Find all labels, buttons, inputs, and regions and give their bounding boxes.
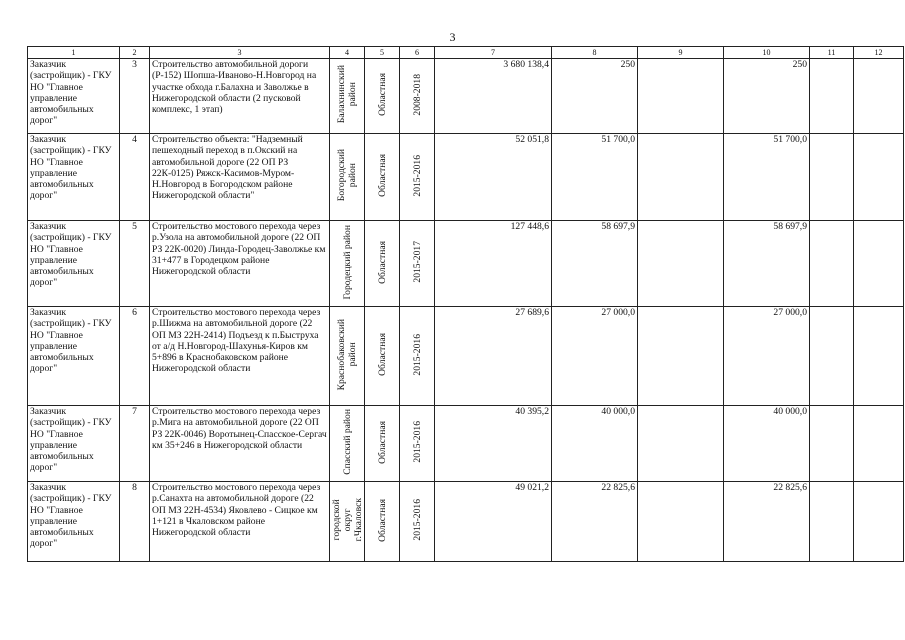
customer-cell: Заказчик (застройщик) - ГКУ НО "Главное управление автомобильных дорог" xyxy=(28,221,120,307)
value-col-12 xyxy=(854,59,904,134)
table-row xyxy=(28,482,904,562)
project-description: Строительство мостового перехода через р.Шижма на автомобильной дороге (22 ОП МЗ 22Н-2414) Подъезд к п.Быструха от а/д Н.Новгород-Шахунья-Киров км 5+896 в Краснобаковском районе Нижегородской области xyxy=(150,307,330,406)
level-text: Областная xyxy=(376,498,388,542)
value-col-9 xyxy=(638,307,724,406)
value-col-8: 58 697,9 xyxy=(552,221,638,307)
value-col-11 xyxy=(810,59,854,134)
row-number: 5 xyxy=(120,221,150,307)
period-cell xyxy=(400,406,435,482)
value-col-12 xyxy=(854,482,904,562)
value-col-9 xyxy=(638,406,724,482)
customer-cell: Заказчик (застройщик) - ГКУ НО "Главное управление автомобильных дорог" xyxy=(28,406,120,482)
value-col-12 xyxy=(854,221,904,307)
value-col-10: 40 000,0 xyxy=(724,406,810,482)
row-number: 6 xyxy=(120,307,150,406)
column-number: 11 xyxy=(810,47,854,59)
value-col-10: 27 000,0 xyxy=(724,307,810,406)
row-number: 3 xyxy=(120,59,150,134)
project-description: Строительство автомобильной дороги (Р-152) Шопша-Иваново-Н.Новгород на участке обхода г.Балахна и Заволжье в Нижегородской области (2 пусковой комплекс, 1 этап) xyxy=(150,59,330,134)
table-row xyxy=(28,221,904,307)
district-text: Спасский район xyxy=(341,409,353,475)
project-description: Строительство мостового перехода через р.Мига на автомобильной дороге (22 ОП РЗ 22К-0046) Воротынец-Спасское-Сергач км 35+246 в Нижегородской области xyxy=(150,406,330,482)
column-number: 9 xyxy=(638,47,724,59)
row-number: 7 xyxy=(120,406,150,482)
column-number: 3 xyxy=(150,47,330,59)
period-text: 2015-2016 xyxy=(411,154,423,197)
value-col-8: 22 825,6 xyxy=(552,482,638,562)
district-cell xyxy=(330,406,365,482)
customer-cell: Заказчик (застройщик) - ГКУ НО "Главное управление автомобильных дорог" xyxy=(28,307,120,406)
customer-cell: Заказчик (застройщик) - ГКУ НО "Главное управление автомобильных дорог" xyxy=(28,134,120,221)
project-description: Строительство мостового перехода через р.Узола на автомобильной дороге (22 ОП РЗ 22К-0020) Линда-Городец-Заволжье км 31+477 в Городецком районе Нижегородской области xyxy=(150,221,330,307)
value-col-8: 40 000,0 xyxy=(552,406,638,482)
period-cell xyxy=(400,59,435,134)
value-col-9 xyxy=(638,134,724,221)
customer-cell: Заказчик (застройщик) - ГКУ НО "Главное управление автомобильных дорог" xyxy=(28,59,120,134)
value-col-12 xyxy=(854,307,904,406)
period-text: 2015-2017 xyxy=(411,241,423,283)
level-cell xyxy=(365,134,400,221)
project-description: Строительство объекта: "Надземный пешеходный переход в п.Окский на автомобильной дороге (22 ОП РЗ 22К-0125) Ряжск-Касимов-Муром-Н.Новгород в Богородском районе Нижегородской области" xyxy=(150,134,330,221)
column-number: 2 xyxy=(120,47,150,59)
value-col-7: 40 395,2 xyxy=(435,406,552,482)
value-col-8: 250 xyxy=(552,59,638,134)
level-cell xyxy=(365,307,400,406)
value-col-10: 58 697,9 xyxy=(724,221,810,307)
level-cell xyxy=(365,59,400,134)
district-cell xyxy=(330,307,365,406)
row-number: 8 xyxy=(120,482,150,562)
district-text: городской округ г.Чкаловск xyxy=(330,498,364,542)
column-number-row xyxy=(28,47,904,59)
column-number: 7 xyxy=(435,47,552,59)
column-number: 8 xyxy=(552,47,638,59)
value-col-12 xyxy=(854,134,904,221)
value-col-11 xyxy=(810,307,854,406)
page-number: 3 xyxy=(449,30,456,44)
value-col-11 xyxy=(810,134,854,221)
value-col-11 xyxy=(810,482,854,562)
customer-cell: Заказчик (застройщик) - ГКУ НО "Главное управление автомобильных дорог" xyxy=(28,482,120,562)
value-col-7: 3 680 138,4 xyxy=(435,59,552,134)
period-cell xyxy=(400,221,435,307)
district-text: Богородский район xyxy=(336,149,358,202)
column-number: 4 xyxy=(330,47,365,59)
period-cell xyxy=(400,482,435,562)
row-number: 4 xyxy=(120,134,150,221)
column-number: 5 xyxy=(365,47,400,59)
value-col-10: 22 825,6 xyxy=(724,482,810,562)
table-row xyxy=(28,134,904,221)
district-cell xyxy=(330,134,365,221)
period-text: 2015-2016 xyxy=(411,499,423,541)
table-row xyxy=(28,406,904,482)
value-col-11 xyxy=(810,221,854,307)
project-description: Строительство мостового перехода через р.Санахта на автомобильной дороге (22 ОП МЗ 22Н-4534) Яковлево - Сицкое км 1+121 в Чкаловском районе Нижегородской области xyxy=(150,482,330,562)
value-col-10: 250 xyxy=(724,59,810,134)
period-cell xyxy=(400,134,435,221)
level-text: Областная xyxy=(376,333,388,376)
value-col-11 xyxy=(810,406,854,482)
district-text: Городецкий район xyxy=(341,224,353,300)
level-text: Областная xyxy=(376,420,388,464)
value-col-8: 51 700,0 xyxy=(552,134,638,221)
value-col-7: 127 448,6 xyxy=(435,221,552,307)
program-table xyxy=(27,46,904,562)
district-text: Балахнинский район xyxy=(336,65,358,124)
value-col-9 xyxy=(638,482,724,562)
value-col-9 xyxy=(638,221,724,307)
district-cell xyxy=(330,482,365,562)
column-number: 6 xyxy=(400,47,435,59)
level-text: Областная xyxy=(376,73,388,116)
district-cell xyxy=(330,59,365,134)
period-text: 2008-2018 xyxy=(411,73,423,116)
value-col-8: 27 000,0 xyxy=(552,307,638,406)
level-cell xyxy=(365,221,400,307)
district-cell xyxy=(330,221,365,307)
level-text: Областная xyxy=(376,154,388,197)
level-text: Областная xyxy=(376,240,388,284)
value-col-10: 51 700,0 xyxy=(724,134,810,221)
value-col-7: 49 021,2 xyxy=(435,482,552,562)
district-text: Краснобаковский район xyxy=(336,318,358,391)
value-col-12 xyxy=(854,406,904,482)
table-row xyxy=(28,307,904,406)
level-cell xyxy=(365,482,400,562)
period-cell xyxy=(400,307,435,406)
period-text: 2015-2016 xyxy=(411,333,423,376)
column-number: 1 xyxy=(28,47,120,59)
level-cell xyxy=(365,406,400,482)
value-col-7: 27 689,6 xyxy=(435,307,552,406)
value-col-9 xyxy=(638,59,724,134)
column-number: 12 xyxy=(854,47,904,59)
column-number: 10 xyxy=(724,47,810,59)
value-col-7: 52 051,8 xyxy=(435,134,552,221)
table-row xyxy=(28,59,904,134)
period-text: 2015-2016 xyxy=(411,421,423,463)
